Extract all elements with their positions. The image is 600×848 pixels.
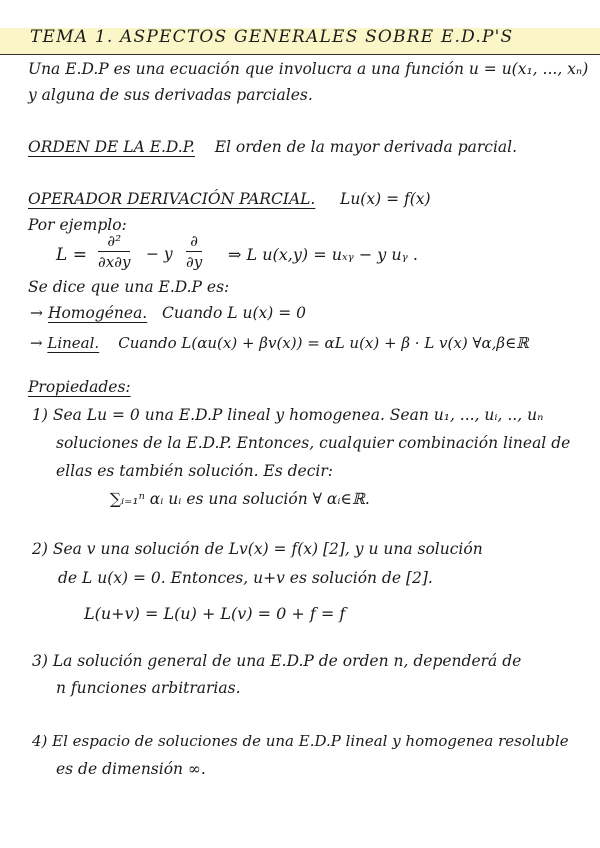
example-result: ⇒ L u(x,y) = uₓᵧ − y uᵧ . bbox=[228, 245, 418, 264]
operador-line bbox=[28, 190, 431, 208]
prop2-line-2: de L u(x) = 0. Entonces, u+v es solución de [2]. bbox=[58, 569, 433, 587]
operador-heading: OPERADOR DERIVACIÓN PARCIAL. bbox=[28, 190, 316, 208]
page-title: TEMA 1. ASPECTOS GENERALES SOBRE E.D.P'S bbox=[30, 27, 514, 47]
fraction-1-denominator: ∂x∂y bbox=[98, 253, 131, 271]
fraction-2-numerator: ∂ bbox=[186, 232, 202, 252]
se-dice-line: Se dice que una E.D.P es: bbox=[28, 278, 230, 296]
prop2-line-1: 2) Sea v una solución de Lv(x) = f(x) [2], y u una solución bbox=[32, 540, 483, 558]
lineal-label: Lineal. bbox=[47, 334, 100, 352]
operador-formula: Lu(x) = f(x) bbox=[340, 190, 431, 208]
orden-section bbox=[28, 138, 517, 156]
title-rule bbox=[0, 54, 600, 55]
lineal-line bbox=[30, 334, 529, 352]
fraction-2-denominator: ∂y bbox=[186, 253, 203, 271]
intro-line-1: Una E.D.P es una ecuación que involucra a una función u = u(x₁, ..., xₙ) bbox=[28, 60, 589, 78]
fraction-partial-y bbox=[186, 232, 202, 271]
homogenea-text: Cuando L u(x) = 0 bbox=[162, 304, 307, 322]
homogenea-label: Homogénea. bbox=[47, 304, 148, 322]
minus-y: − y bbox=[146, 245, 173, 263]
prop4-line-2: es de dimensión ∞. bbox=[56, 760, 206, 778]
prop4-line-1: 4) El espacio de soluciones de una E.D.P lineal y homogenea resoluble bbox=[32, 732, 569, 750]
arrow-right-icon: → bbox=[30, 334, 43, 352]
arrow-right-icon: → bbox=[30, 304, 43, 322]
prop1-line-4: ∑ᵢ₌₁ⁿ αᵢ uᵢ es una solución ∀ αᵢ∈ℝ. bbox=[110, 490, 370, 508]
homogenea-line bbox=[30, 304, 306, 322]
fraction-second-derivative bbox=[98, 232, 130, 271]
prop1-line-3: ellas es también solución. Es decir: bbox=[56, 462, 333, 480]
prop1-line-1: 1) Sea Lu = 0 una E.D.P lineal y homogenea. Sean u₁, ..., uᵢ, .., uₙ bbox=[32, 406, 544, 424]
prop1-line-2: soluciones de la E.D.P. Entonces, cualquier combinación lineal de bbox=[56, 434, 571, 452]
intro-line-2: y alguna de sus derivadas parciales. bbox=[28, 86, 313, 104]
prop3-line-2: n funciones arbitrarias. bbox=[56, 679, 241, 697]
fraction-1-numerator: ∂² bbox=[98, 232, 130, 252]
orden-text: El orden de la mayor derivada parcial. bbox=[214, 138, 518, 156]
prop3-line-1: 3) La solución general de una E.D.P de orden n, dependerá de bbox=[32, 652, 522, 670]
propiedades-heading: Propiedades: bbox=[28, 378, 131, 396]
prop2-line-3: L(u+v) = L(u) + L(v) = 0 + f = f bbox=[84, 604, 346, 623]
L-equals: L = bbox=[56, 245, 87, 265]
example-label: Por ejemplo: bbox=[28, 216, 127, 234]
orden-heading: ORDEN DE LA E.D.P. bbox=[28, 138, 195, 156]
lineal-text: Cuando L(αu(x) + βv(x)) = αL u(x) + β · L v(x) ∀α,β∈ℝ bbox=[118, 334, 529, 352]
